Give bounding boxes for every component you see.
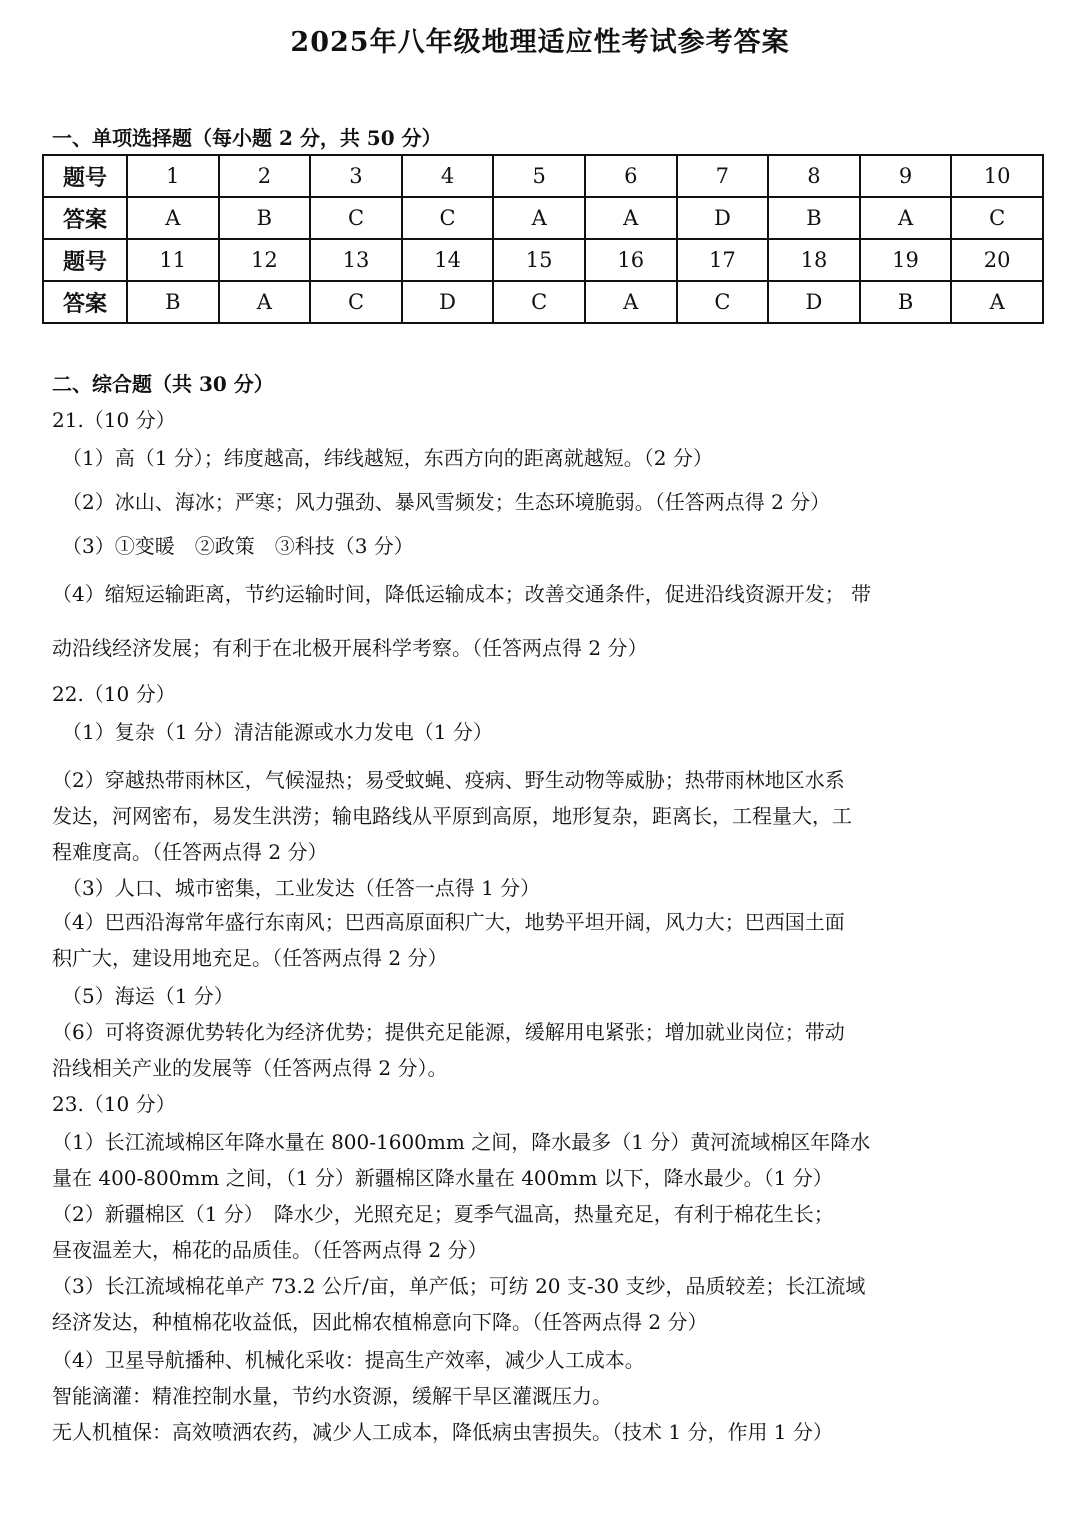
question-number: 12	[219, 239, 311, 281]
question-number: 11	[127, 239, 219, 281]
q22-part2-line1: （2）穿越热带雨林区，气候湿热；易受蚊蝇、疫病、野生动物等威胁；热带雨林地区水系	[52, 768, 845, 792]
question-number: 16	[585, 239, 677, 281]
q21-part3: （3）①变暖 ②政策 ③科技（3 分）	[62, 534, 414, 558]
question-number: 15	[493, 239, 585, 281]
question-number: 20	[951, 239, 1043, 281]
question-number: 13	[310, 239, 402, 281]
row-label-answer: 答案	[43, 197, 127, 239]
q21-part4-line2: 动沿线经济发展；有利于在北极开展科学考察。（任答两点得 2 分）	[52, 636, 648, 660]
q21-part1: （1）高（1 分）；纬度越高，纬线越短，东西方向的距离就越短。（2 分）	[62, 446, 713, 470]
answer-cell: D	[402, 281, 494, 323]
page-title: 2025年八年级地理适应性考试参考答案	[290, 27, 790, 58]
question-number: 19	[860, 239, 952, 281]
q22-part1: （1）复杂（1 分）清洁能源或水力发电（1 分）	[62, 720, 493, 744]
question-number: 3	[310, 155, 402, 197]
answer-cell: A	[860, 197, 952, 239]
question-number: 8	[768, 155, 860, 197]
q21-part4-line1: （4）缩短运输距离，节约运输时间，降低运输成本；改善交通条件，促进沿线资源开发； 带	[52, 582, 872, 606]
answer-cell: A	[127, 197, 219, 239]
answer-cell: C	[951, 197, 1043, 239]
q22-part2-line3: 程难度高。（任答两点得 2 分）	[52, 840, 328, 864]
question-number: 5	[493, 155, 585, 197]
q22-part5: （5）海运（1 分）	[62, 984, 234, 1008]
question-number: 10	[951, 155, 1043, 197]
q21-title: 21.（10 分）	[52, 408, 176, 432]
section1-heading: 一、单项选择题（每小题 2 分，共 50 分）	[52, 126, 442, 150]
section2-heading: 二、综合题（共 30 分）	[52, 372, 274, 396]
answer-cell: C	[402, 197, 494, 239]
q23-part2-line2: 昼夜温差大，棉花的品质佳。（任答两点得 2 分）	[52, 1238, 488, 1262]
q23-title: 23.（10 分）	[52, 1092, 176, 1116]
q22-part4-line1: （4）巴西沿海常年盛行东南风；巴西高原面积广大，地势平坦开阔，风力大；巴西国土面	[52, 910, 845, 934]
q23-part4-line1: （4）卫星导航播种、机械化采收：提高生产效率，减少人工成本。	[52, 1348, 645, 1372]
table-row	[43, 197, 1043, 239]
table-row	[43, 281, 1043, 323]
row-label-number: 题号	[43, 239, 127, 281]
q22-part6-line2: 沿线相关产业的发展等（任答两点得 2 分）。	[52, 1056, 448, 1080]
question-number: 6	[585, 155, 677, 197]
q23-part3-line2: 经济发达，种植棉花收益低，因此棉农植棉意向下降。（任答两点得 2 分）	[52, 1310, 708, 1334]
answer-table	[42, 154, 1044, 324]
row-label-answer: 答案	[43, 281, 127, 323]
answer-cell: C	[493, 281, 585, 323]
q22-title: 22.（10 分）	[52, 682, 176, 706]
answer-cell: D	[768, 281, 860, 323]
q23-part3-line1: （3）长江流域棉花单产 73.2 公斤/亩，单产低；可纺 20 支-30 支纱，品质较差；长江流域	[52, 1274, 866, 1298]
answer-cell: B	[768, 197, 860, 239]
q22-part4-line2: 积广大，建设用地充足。（任答两点得 2 分）	[52, 946, 448, 970]
answer-cell: C	[677, 281, 769, 323]
question-number: 17	[677, 239, 769, 281]
q21-part2: （2）冰山、海冰；严寒；风力强劲、暴风雪频发；生态环境脆弱。（任答两点得 2 分）	[62, 490, 831, 514]
answer-cell: A	[219, 281, 311, 323]
answer-cell: C	[310, 197, 402, 239]
answer-cell: D	[677, 197, 769, 239]
q23-part1-line1: （1）长江流域棉区年降水量在 800-1600mm 之间，降水最多（1 分）黄河流域棉区年降水	[52, 1130, 871, 1154]
question-number: 1	[127, 155, 219, 197]
question-number: 14	[402, 239, 494, 281]
q22-part6-line1: （6）可将资源优势转化为经济优势；提供充足能源，缓解用电紧张；增加就业岗位；带动	[52, 1020, 845, 1044]
question-number: 18	[768, 239, 860, 281]
row-label-number: 题号	[43, 155, 127, 197]
answer-cell: A	[951, 281, 1043, 323]
question-number: 9	[860, 155, 952, 197]
answer-cell: A	[585, 197, 677, 239]
table-row	[43, 155, 1043, 197]
q23-part2-line1: （2）新疆棉区（1 分） 降水少，光照充足；夏季气温高，热量充足，有利于棉花生长；	[52, 1202, 834, 1226]
q23-part4-line3: 无人机植保：高效喷洒农药，减少人工成本，降低病虫害损失。（技术 1 分，作用 1 分）	[52, 1420, 833, 1444]
q23-part4-line2: 智能滴灌：精准控制水量，节约水资源，缓解干旱区灌溉压力。	[52, 1384, 612, 1408]
q22-part2-line2: 发达，河网密布，易发生洪涝；输电路线从平原到高原，地形复杂，距离长，工程量大，工	[52, 804, 852, 828]
question-number: 4	[402, 155, 494, 197]
answer-cell: C	[310, 281, 402, 323]
answer-cell: B	[860, 281, 952, 323]
question-number: 7	[677, 155, 769, 197]
answer-cell: B	[127, 281, 219, 323]
question-number: 2	[219, 155, 311, 197]
q23-part1-line2: 量在 400-800mm 之间，（1 分）新疆棉区降水量在 400mm 以下，降水最少。（1 分）	[52, 1166, 833, 1190]
q22-part3: （3）人口、城市密集，工业发达（任答一点得 1 分）	[62, 876, 541, 900]
answer-cell: B	[219, 197, 311, 239]
answer-cell: A	[585, 281, 677, 323]
answer-cell: A	[493, 197, 585, 239]
table-row	[43, 239, 1043, 281]
